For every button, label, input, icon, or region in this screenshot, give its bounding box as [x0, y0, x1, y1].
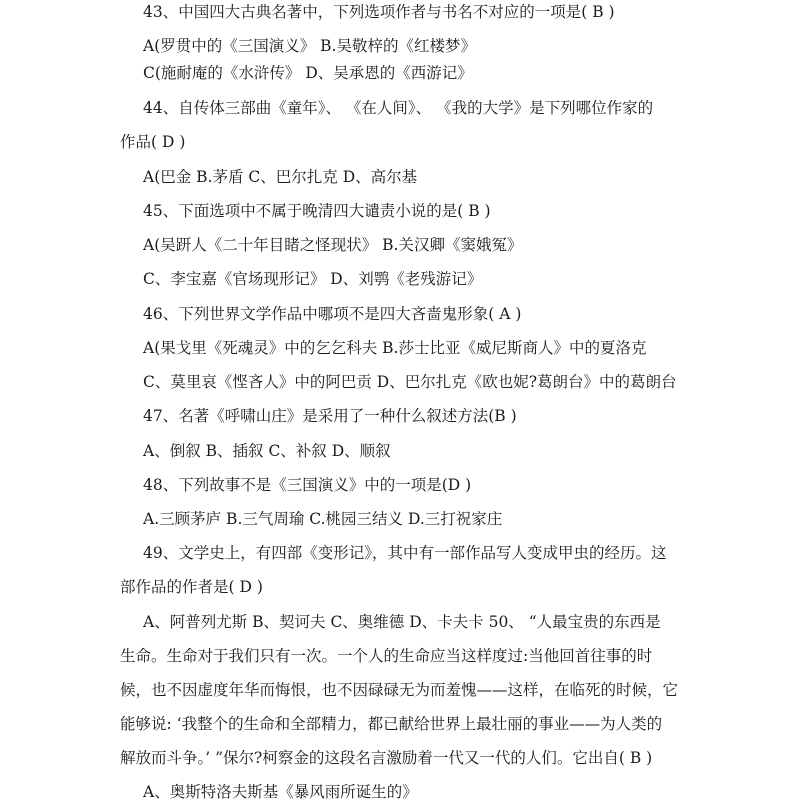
- q45-options-cd: C、李宝嘉《官场现形记》 D、刘鹗《老残游记》: [143, 270, 483, 288]
- q44-options: A(巴金 B.茅盾 C、巴尔扎克 D、高尔基: [143, 168, 418, 186]
- question-45: 45、下面选项中不属于晚清四大谴责小说的是( B ): [143, 202, 491, 220]
- q46-options-ab: A(果戈里《死魂灵》中的乞乞科夫 B.莎士比亚《威尼斯商人》中的夏洛克: [143, 339, 647, 357]
- q46-options-cd: C、莫里哀《悭吝人》中的阿巴贡 D、巴尔扎克《欧也妮?葛朗台》中的葛朗台: [143, 373, 677, 391]
- question-49: 49、文学史上，有四部《变形记》，其中有一部作品写人变成甲虫的经历。这: [143, 544, 667, 562]
- q43-options-cd: C(施耐庵的《水浒传》 D、吴承恩的《西游记》: [143, 64, 473, 82]
- q43-options-ab: A(罗贯中的《三国演义》 B.吴敬梓的《红楼梦》: [143, 37, 476, 55]
- question-50-text-3: 能够说: ‘我整个的生命和全部精力，都已献给世界上最壮丽的事业——为人类的: [120, 715, 663, 733]
- question-47: 47、名著《呼啸山庄》是采用了一种什么叙述方法(B ): [143, 407, 517, 425]
- question-46: 46、下列世界文学作品中哪项不是四大吝啬鬼形象( A ): [143, 305, 522, 323]
- question-50-text-4: 解放而斗争。’ ”保尔?柯察金的这段名言激励着一代又一代的人们。它出自( B ): [120, 749, 653, 767]
- q48-options: A.三顾茅庐 B.三气周瑜 C.桃园三结义 D.三打祝家庄: [143, 510, 503, 528]
- question-49-cont: 部作品的作者是( D ): [120, 578, 263, 596]
- q47-options: A、倒叙 B、插叙 C、补叙 D、顺叙: [143, 442, 391, 460]
- question-44: 44、自传体三部曲《童年》、 《在人间》、 《我的大学》是下列哪位作家的: [143, 99, 654, 117]
- q45-options-ab: A(吴趼人《二十年目睹之怪现状》 B.关汉卿《窦娥冤》: [143, 236, 523, 254]
- question-43: 43、中国四大古典名著中，下列选项作者与书名不对应的一项是( B ): [143, 3, 615, 21]
- question-50-text-1: 生命。生命对于我们只有一次。一个人的生命应当这样度过:当他回首往事的时: [120, 647, 653, 665]
- question-50-text-2: 候，也不因虚度年华而悔恨，也不因碌碌无为而羞愧——这样，在临死的时候，它: [120, 681, 679, 699]
- question-48: 48、下列故事不是《三国演义》中的一项是(D ): [143, 476, 472, 494]
- q50-option-a: A、奥斯特洛夫斯基《暴风雨所诞生的》: [143, 783, 418, 801]
- question-44-cont: 作品( D ): [120, 133, 186, 151]
- q49-options: A、阿普列尤斯 B、契诃夫 C、奥维德 D、卡夫卡 50、 “人最宝贵的东西是: [143, 613, 661, 631]
